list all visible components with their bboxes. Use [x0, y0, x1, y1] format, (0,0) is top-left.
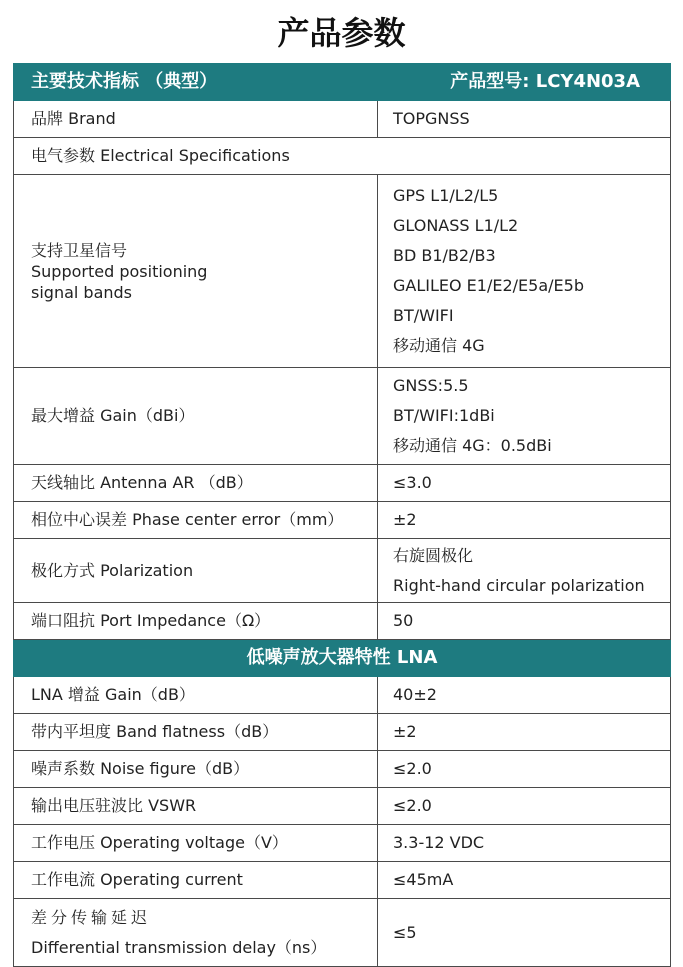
table-row: [14, 465, 671, 502]
table-row: [14, 899, 671, 967]
polarization-values: 右旋圆极化 Right-hand circular polarization: [378, 539, 671, 603]
antenna-ar-label: 天线轴比 Antenna AR （dB）: [14, 465, 378, 502]
phase-center-label: 相位中心误差 Phase center error（mm）: [14, 502, 378, 539]
table-row: [14, 502, 671, 539]
page-title: 产品参数: [277, 14, 406, 52]
noise-figure-value: ≤2.0: [378, 751, 671, 788]
table-row: [14, 825, 671, 862]
header-title: 主要技术指标 （典型）: [31, 71, 218, 92]
table-row: [14, 714, 671, 751]
lna-gain-value: 40±2: [378, 677, 671, 714]
operating-voltage-label: 工作电压 Operating voltage（V）: [14, 825, 378, 862]
table-row: [14, 677, 671, 714]
gain-values: GNSS:5.5 BT/WIFI:1dBi 移动通信 4G：0.5dBi: [378, 368, 671, 465]
table-row: [14, 175, 671, 368]
polarization-label: 极化方式 Polarization: [14, 539, 378, 603]
electrical-section-label: 电气参数 Electrical Specifications: [14, 138, 671, 175]
lna-gain-label: LNA 增益 Gain（dB）: [14, 677, 378, 714]
band-flatness-value: ±2: [378, 714, 671, 751]
brand-value: TOPGNSS: [378, 101, 671, 138]
table-row: [14, 788, 671, 825]
band-flatness-label: 带内平坦度 Band flatness（dB）: [14, 714, 378, 751]
operating-voltage-value: 3.3-12 VDC: [378, 825, 671, 862]
table-header-cell: [14, 64, 671, 101]
signal-bands-values: GPS L1/L2/L5 GLONASS L1/L2 BD B1/B2/B3 GALILEO E1/E2/E5a/E5b BT/WIFI 移动通信 4G: [378, 175, 671, 368]
impedance-value: 50: [378, 603, 671, 640]
noise-figure-label: 噪声系数 Noise figure（dB）: [14, 751, 378, 788]
table-row: [14, 138, 671, 175]
delay-label: 差分传输延迟 Differential transmission delay（ns）: [14, 899, 378, 967]
model-number: 产品型号: LCY4N03A: [450, 71, 641, 92]
lna-section-label: 低噪声放大器特性 LNA: [14, 640, 671, 677]
table-header-row: [14, 64, 671, 101]
table-row: [14, 751, 671, 788]
gain-label: 最大增益 Gain（dBi）: [14, 368, 378, 465]
vswr-label: 输出电压驻波比 VSWR: [14, 788, 378, 825]
operating-current-label: 工作电流 Operating current: [14, 862, 378, 899]
operating-current-value: ≤45mA: [378, 862, 671, 899]
table-row: [14, 539, 671, 603]
table-row: [14, 101, 671, 138]
spec-table: [13, 63, 671, 967]
antenna-ar-value: ≤3.0: [378, 465, 671, 502]
table-row: [14, 862, 671, 899]
table-row: [14, 603, 671, 640]
delay-value: ≤5: [378, 899, 671, 967]
signal-bands-label: 支持卫星信号 Supported positioning signal bands: [14, 175, 378, 368]
table-row: [14, 368, 671, 465]
vswr-value: ≤2.0: [378, 788, 671, 825]
impedance-label: 端口阻抗 Port Impedance（Ω）: [14, 603, 378, 640]
lna-section-row: [14, 640, 671, 677]
phase-center-value: ±2: [378, 502, 671, 539]
brand-label: 品牌 Brand: [14, 101, 378, 138]
